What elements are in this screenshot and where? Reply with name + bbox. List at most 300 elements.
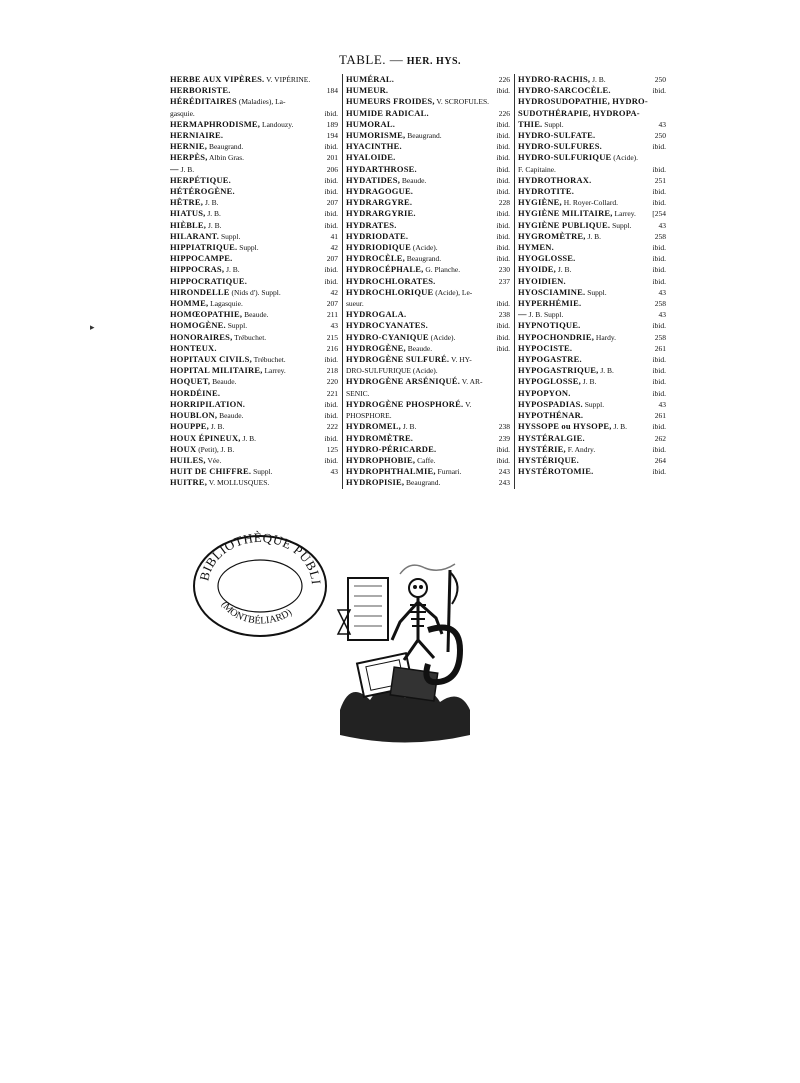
index-entry	[170, 175, 338, 186]
entry-heading: HYDRO-SULFURES.	[518, 141, 602, 152]
entry-page: 226	[498, 108, 510, 118]
entry-text	[518, 175, 591, 186]
entry-heading: HYPNOTIQUE.	[518, 320, 581, 331]
index-entry	[346, 108, 510, 119]
index-entry	[346, 354, 510, 365]
entry-heading: HUMORAL.	[346, 118, 396, 129]
index-entry	[170, 119, 338, 130]
index-entry	[170, 276, 338, 287]
entry-page: ibid.	[324, 276, 338, 286]
entry-author: Beaugrand.	[405, 131, 442, 141]
index-entry	[170, 410, 338, 421]
entry-text	[170, 309, 268, 320]
index-entry	[518, 141, 666, 152]
entry-heading: HOUBLON,	[170, 410, 218, 421]
entry-heading: HERMAPHRODISME,	[170, 118, 261, 129]
entry-author: Suppl.	[225, 321, 248, 331]
entry-author: (Acide), Le-	[433, 287, 473, 297]
entry-page	[663, 108, 666, 119]
entry-text	[170, 410, 243, 421]
index-entry	[346, 399, 510, 410]
index-entry	[346, 455, 510, 466]
entry-author: (Maladies), La-	[236, 97, 286, 107]
entry-text	[346, 141, 402, 152]
entry-text	[346, 477, 440, 488]
index-entry	[346, 175, 510, 186]
entry-page	[507, 399, 510, 410]
entry-heading: HIRONDELLE	[170, 286, 230, 297]
header-title: TABLE. —	[338, 52, 404, 67]
entry-author: J. B.	[556, 265, 572, 275]
entry-heading: HYPOCISTE.	[518, 342, 573, 353]
entry-page: 243	[498, 478, 510, 488]
entry-heading: HYDRO-SULFURIQUE	[518, 152, 612, 163]
entry-heading: HYDRO-SARCOCÈLE.	[518, 85, 611, 96]
entry-heading: HYDROGÈNE SULFURÉ.	[346, 354, 450, 365]
entry-text	[170, 119, 293, 130]
entry-page: ibid.	[496, 209, 510, 219]
entry-author: Beaugrand.	[404, 478, 441, 488]
entry-text	[346, 74, 394, 85]
entry-page	[663, 96, 666, 107]
entry-page: 206	[326, 164, 338, 174]
entry-page: 238	[498, 422, 510, 432]
entry-page: 189	[326, 119, 338, 129]
entry-heading: HIPPOCRAS,	[170, 264, 225, 275]
entry-author: Larrey.	[262, 366, 286, 376]
entry-page: ibid.	[652, 164, 666, 174]
entry-author: J. B.	[400, 422, 417, 432]
entry-heading: HYDROCHLORATES.	[346, 275, 436, 286]
index-entry	[518, 119, 666, 130]
entry-author: DRO-SULFURIQUE (Acide).	[346, 366, 438, 376]
entry-text	[170, 376, 236, 387]
index-entry	[346, 276, 510, 287]
entry-author: J. B.	[208, 422, 225, 432]
entry-text	[346, 220, 397, 231]
index-entry	[170, 264, 338, 275]
entry-text	[346, 433, 413, 444]
entry-author: V.	[463, 399, 472, 409]
entry-page: ibid.	[496, 243, 510, 253]
entry-text	[346, 444, 436, 455]
entry-heading: SUDOTHÉRAPIE, HYDROPA-	[518, 107, 640, 118]
entry-heading: HUMÉRAL.	[346, 74, 395, 84]
entry-page: 258	[654, 332, 666, 342]
entry-author: Suppl.	[582, 399, 605, 409]
entry-text	[518, 365, 614, 376]
index-entry	[518, 253, 666, 264]
entry-page: ibid.	[324, 187, 338, 197]
entry-heading: HOUX	[170, 443, 197, 454]
entry-page: ibid.	[652, 142, 666, 152]
entry-text	[170, 466, 272, 477]
entry-text	[346, 320, 428, 331]
index-entry	[170, 85, 338, 96]
entry-page	[507, 410, 510, 421]
entry-heading: HYOSCIAMINE.	[518, 286, 586, 297]
entry-author: J. B.	[224, 265, 240, 275]
entry-heading: HIATUS,	[170, 208, 206, 219]
index-entry	[518, 130, 666, 141]
entry-author: Trébuchet.	[232, 332, 267, 342]
index-entry	[518, 208, 666, 219]
entry-heading: HOUPPE,	[170, 421, 209, 432]
entry-author: Beaude.	[242, 310, 269, 320]
index-entry	[170, 108, 338, 119]
entry-page	[335, 74, 338, 85]
entry-heading: HERNIE,	[170, 141, 208, 152]
entry-page	[507, 354, 510, 365]
entry-page: 125	[326, 444, 338, 454]
entry-text	[518, 287, 607, 298]
entry-page: ibid.	[652, 444, 666, 454]
index-column-3	[514, 74, 670, 489]
index-entry	[518, 388, 666, 399]
entry-author: Caffe.	[415, 455, 436, 465]
entry-page: 228	[498, 198, 510, 208]
entry-author: V. SCROFULES.	[434, 97, 490, 107]
entry-page: ibid.	[652, 321, 666, 331]
entry-page: ibid.	[652, 243, 666, 253]
entry-heading: HERPÉTIQUE.	[170, 174, 232, 185]
entry-text	[518, 85, 611, 96]
index-entry	[518, 231, 666, 242]
entry-page	[335, 477, 338, 488]
entry-heading: HOQUET,	[170, 376, 211, 387]
index-entry	[170, 197, 338, 208]
entry-page: 201	[326, 153, 338, 163]
entry-text	[518, 253, 576, 264]
entry-author: J. B.	[580, 377, 597, 387]
index-entry	[346, 388, 510, 399]
entry-page	[507, 365, 510, 376]
index-entry	[170, 365, 338, 376]
entry-author: Beaude.	[210, 377, 237, 387]
entry-page: 226	[498, 75, 510, 84]
entry-page	[663, 152, 666, 163]
library-stamp	[190, 528, 330, 643]
index-entry	[518, 444, 666, 455]
entry-text	[518, 410, 583, 421]
entry-page: 222	[326, 422, 338, 432]
entry-text	[346, 421, 416, 432]
entry-heading: HERBORISTE.	[170, 85, 231, 96]
entry-text	[346, 108, 429, 119]
entry-page: 184	[326, 86, 338, 96]
entry-text	[346, 96, 489, 107]
entry-text	[518, 208, 636, 219]
entry-text	[518, 466, 593, 477]
index-entry	[518, 365, 666, 376]
entry-page: 207	[326, 299, 338, 309]
entry-page: 258	[654, 299, 666, 309]
entry-page: [254	[652, 209, 666, 219]
entry-text	[518, 343, 572, 354]
index-entry	[518, 287, 666, 298]
entry-author: Beaude.	[400, 175, 427, 185]
entry-text	[346, 399, 471, 410]
index-entry	[346, 421, 510, 432]
entry-author: V. MOLLUSQUES.	[207, 478, 270, 488]
entry-text	[346, 242, 438, 253]
entry-page: ibid.	[496, 220, 510, 230]
entry-author: V. HY-	[449, 355, 472, 365]
entry-text	[518, 298, 581, 309]
index-entry	[346, 130, 510, 141]
entry-author: Suppl.	[610, 220, 632, 230]
entry-heading: HYMEN.	[518, 242, 554, 253]
margin-mark: ▸	[90, 322, 95, 332]
entry-heading: HOPITAL MILITAIRE,	[170, 365, 263, 376]
entry-page	[507, 287, 510, 298]
entry-author: Suppl.	[219, 231, 241, 241]
entry-heading: HYACINTHE.	[346, 141, 402, 152]
entry-heading: HYPOCHONDRIE,	[518, 331, 595, 342]
entry-heading: HUMIDE RADICAL.	[346, 107, 429, 118]
index-entry	[346, 320, 510, 331]
entry-text	[518, 433, 585, 444]
entry-text	[518, 264, 571, 275]
entry-heading: HIPPOCRATIQUE.	[170, 275, 248, 286]
entry-page: 250	[654, 75, 666, 84]
entry-text	[170, 365, 286, 376]
entry-page: 43	[330, 321, 338, 331]
entry-heading: HYDROMÈTRE.	[346, 432, 414, 443]
index-entry	[346, 287, 510, 298]
entry-text	[170, 186, 235, 197]
entry-text	[346, 376, 483, 387]
index-entry	[170, 388, 338, 399]
index-entry	[518, 421, 666, 432]
entry-heading: HYPOSPADIAS.	[518, 398, 583, 409]
entry-text	[518, 332, 616, 343]
index-entry	[170, 96, 338, 107]
entry-page: ibid.	[652, 276, 666, 286]
index-entry	[346, 376, 510, 387]
entry-page: 221	[326, 388, 338, 398]
entry-page: ibid.	[324, 433, 338, 443]
entry-page: 250	[654, 131, 666, 141]
entry-author: J. B.	[205, 209, 221, 219]
entry-page: 42	[330, 287, 338, 297]
entry-heading: HUMEUR.	[346, 85, 389, 96]
entry-author: F. Andry.	[565, 444, 596, 454]
entry-text	[518, 186, 574, 197]
entry-heading: HERNIAIRE.	[170, 130, 224, 141]
index-entry	[346, 141, 510, 152]
index-entry	[518, 354, 666, 365]
index-entry	[518, 197, 666, 208]
entry-heading: HYDROCÈLE,	[346, 253, 405, 264]
entry-heading: HUIT DE CHIFFRE.	[170, 466, 252, 477]
entry-page: 262	[654, 433, 666, 443]
entry-text	[346, 466, 462, 477]
index-entry	[170, 242, 338, 253]
index-entry	[346, 74, 510, 85]
entry-heading: HYDROTHORAX.	[518, 174, 592, 185]
index-entry	[346, 152, 510, 163]
entry-page: 207	[326, 198, 338, 208]
entry-page: ibid.	[496, 455, 510, 465]
entry-page: ibid.	[496, 444, 510, 454]
entry-text	[518, 108, 640, 119]
entry-page: ibid.	[496, 164, 510, 174]
entry-page: ibid.	[652, 366, 666, 376]
entry-heading: HYDROGALA.	[346, 309, 407, 320]
entry-heading: HYDROMEL,	[346, 421, 401, 432]
entry-page: ibid.	[496, 299, 510, 309]
entry-text	[346, 253, 441, 264]
entry-heading: HYDROCÉPHALE,	[346, 264, 424, 275]
entry-page: ibid.	[496, 321, 510, 331]
entry-text	[518, 242, 554, 253]
entry-heading: HYDROGÈNE PHOSPHORÉ.	[346, 398, 464, 409]
entry-page: 43	[658, 287, 666, 297]
entry-text	[170, 164, 194, 175]
index-entry	[518, 276, 666, 287]
entry-heading: HYPOTHÉNAR.	[518, 410, 584, 421]
entry-text	[518, 276, 566, 287]
entry-page: 211	[327, 310, 338, 320]
entry-text	[170, 477, 269, 488]
entry-text	[170, 85, 231, 96]
entry-page: 238	[498, 310, 510, 320]
entry-page: ibid.	[496, 254, 510, 264]
entry-text	[170, 399, 245, 410]
index-entry	[346, 332, 510, 343]
entry-text	[346, 152, 395, 163]
index-entry	[518, 399, 666, 410]
entry-page	[507, 96, 510, 107]
entry-heading: —	[518, 309, 527, 320]
index-entry	[346, 298, 510, 309]
entry-text	[518, 320, 580, 331]
entry-page: ibid.	[496, 142, 510, 152]
entry-heading: HYPOGASTRE.	[518, 354, 582, 365]
index-entry	[518, 220, 666, 231]
svg-text:(MONTBÉLIARD)	[219, 600, 294, 627]
entry-author: J. B.	[585, 231, 602, 241]
entry-heading: HÉRÉDITAIRES	[170, 96, 237, 107]
index-entry	[346, 410, 510, 421]
entry-heading: HUILES,	[170, 454, 206, 465]
index-entry	[518, 164, 666, 175]
entry-heading: HÉTÉROGÈNE.	[170, 186, 235, 197]
entry-author: SENIC.	[346, 388, 370, 398]
entry-page: ibid.	[652, 187, 666, 197]
entry-heading: HYGIÈNE PUBLIQUE.	[518, 219, 611, 230]
entry-text	[170, 421, 224, 432]
entry-text	[346, 455, 436, 466]
entry-text	[170, 354, 286, 365]
entry-author: sueur.	[346, 299, 364, 309]
entry-page: ibid.	[496, 175, 510, 185]
entry-text	[170, 130, 223, 141]
entry-page: ibid.	[324, 108, 338, 118]
running-header	[0, 52, 800, 68]
entry-page: ibid.	[496, 153, 510, 163]
entry-heading: HYSTÉRIE,	[518, 443, 566, 454]
entry-heading: HYGIÈNE,	[518, 197, 562, 208]
entry-page: 251	[654, 175, 666, 185]
entry-author: J. B.	[206, 220, 222, 230]
entry-text	[346, 164, 417, 175]
entry-page: 43	[658, 399, 666, 409]
entry-heading: HIPPOCAMPE.	[170, 253, 233, 264]
entry-page: ibid.	[652, 198, 666, 208]
entry-text	[518, 152, 638, 163]
entry-text	[346, 309, 406, 320]
index-entry	[346, 365, 510, 376]
index-entry	[346, 186, 510, 197]
index-entry	[518, 152, 666, 163]
entry-page: ibid.	[652, 388, 666, 398]
index-entry	[518, 433, 666, 444]
entry-author: Suppl.	[251, 467, 273, 477]
index-entry	[518, 186, 666, 197]
index-entry	[346, 208, 510, 219]
entry-text	[170, 96, 286, 107]
entry-page: 43	[658, 119, 666, 129]
entry-text	[170, 231, 240, 242]
index-entry	[170, 208, 338, 219]
entry-text	[518, 96, 648, 107]
entry-text	[346, 354, 472, 365]
entry-author: Trébuchet.	[251, 355, 286, 365]
svg-text:BIBLIOTHÈQUE PUBLIQUE	[190, 528, 324, 585]
entry-author: Lagasquie.	[208, 299, 243, 309]
index-entry	[170, 477, 338, 488]
entry-author: J. B.	[240, 433, 257, 443]
entry-page: 41	[330, 231, 338, 241]
index-entry	[170, 376, 338, 387]
index-entry	[518, 264, 666, 275]
entry-text	[170, 343, 217, 354]
entry-page: 220	[326, 377, 338, 387]
entry-heading: HYDRIODIQUE	[346, 242, 412, 253]
index-entry	[518, 309, 666, 320]
index-entry	[170, 354, 338, 365]
index-entry	[518, 175, 666, 186]
entry-text	[170, 108, 195, 119]
entry-text	[346, 287, 472, 298]
entry-page: ibid.	[324, 175, 338, 185]
entry-author: Suppl.	[585, 287, 607, 297]
entry-text	[170, 220, 222, 231]
stamp-bottom-text: (MONTBÉLIARD)	[218, 599, 295, 627]
entry-text	[170, 332, 266, 343]
entry-heading: HYDROTITE.	[518, 186, 575, 197]
entry-author: J. B. Suppl.	[526, 310, 564, 320]
entry-page: ibid.	[324, 355, 338, 365]
index-entry	[518, 332, 666, 343]
index-entry	[346, 85, 510, 96]
entry-page: ibid.	[496, 131, 510, 141]
entry-page: ibid.	[324, 455, 338, 465]
entry-heading: HONTEUX.	[170, 342, 217, 353]
entry-page: 261	[654, 411, 666, 421]
entry-text	[170, 242, 259, 253]
entry-heading: HERBE AUX VIPÈRES.	[170, 74, 265, 84]
entry-text	[170, 320, 247, 331]
index-entry	[346, 433, 510, 444]
entry-heading: HIPPIATRIQUE.	[170, 242, 238, 253]
entry-page: ibid.	[652, 254, 666, 264]
entry-text	[170, 141, 243, 152]
index-entry	[170, 421, 338, 432]
index-entry	[346, 343, 510, 354]
